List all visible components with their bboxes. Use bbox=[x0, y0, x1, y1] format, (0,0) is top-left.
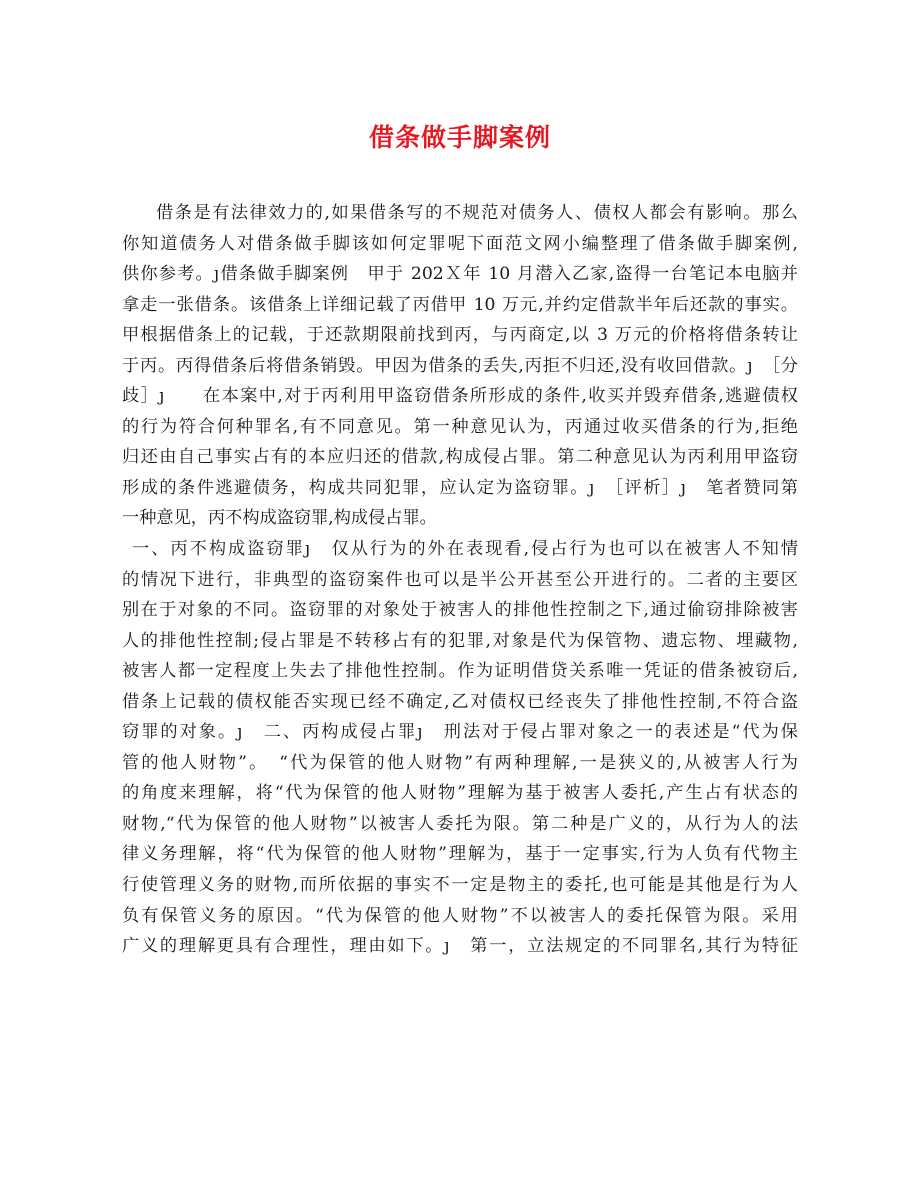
text-line: 拿走一张借条。该借条上详细记载了丙借甲 10 万元,并约定借款半年后还款的事实。 bbox=[122, 294, 798, 315]
document-title: 借条做手脚案例 bbox=[368, 123, 551, 152]
text-line: 的角度来理解，将“代为保管的他人财物”理解为基于被害人委托,产生占有状态的 bbox=[122, 783, 798, 804]
text-line: 形成的条件逃避债务，构成共同犯罪，应认定为盗窃罪。ȷ ［评析］ȷ 笔者赞同第 bbox=[122, 477, 798, 498]
text-line: 一、丙不构成盗窃罪ȷ 仅从行为的外在表现看,侵占行为也可以在被害人不知情 bbox=[132, 539, 798, 560]
text-line: 甲根据借条上的记载，于还款期限前找到丙，与丙商定,以 3 万元的价格将借条转让 bbox=[122, 325, 798, 346]
text-line: 的情况下进行，非典型的盗窃案件也可以是半公开甚至公开进行的。二者的主要区 bbox=[122, 569, 798, 590]
paragraph-mark: ȷ bbox=[159, 386, 165, 407]
paragraph-mark: ȷ bbox=[588, 477, 595, 498]
text-line: 的行为符合何种罪名,有不同意见。第一种意见认为，丙通过收买借条的行为,拒绝 bbox=[122, 416, 798, 437]
text-line: 律义务理解，将“代为保管的他人财物”理解为，基于一定事实,行为人负有代物主 bbox=[122, 844, 798, 865]
text-line: 供你参考。ȷ借条做手脚案例 甲于 202Ｘ年 10 月潜入乙家,盗得一台笔记本电脑并 bbox=[122, 264, 798, 285]
paragraph-mark: ȷ bbox=[747, 355, 753, 376]
text-line: 被害人都一定程度上失去了排他性控制。作为证明借贷关系唯一凭证的借条被窃后, bbox=[122, 661, 798, 682]
text-line: 歧］ȷ 在本案中,对于丙利用甲盗窃借条所形成的条件,收买并毁弃借条,逃避债权 bbox=[122, 386, 798, 407]
text-line: 借条是有法律效力的,如果借条写的不规范对债务人、债权人都会有影响。那么 bbox=[156, 203, 798, 223]
text-line: 广义的理解更具有合理性，理由如下。ȷ 第一，立法规定的不同罪名,其行为特征 bbox=[122, 936, 798, 957]
text-line: 人的排他性控制;侵占罪是不转移占有的犯罪,对象是代为保管物、遗忘物、埋藏物, bbox=[122, 630, 798, 651]
text-line: 归还由自己事实占有的本应归还的借款,构成侵占罪。第二种意见认为丙利用甲盗窃 bbox=[122, 447, 798, 468]
text-line: 别在于对象的不同。盗窃罪的对象处于被害人的排他性控制之下,通过偷窃排除被害 bbox=[122, 600, 798, 621]
text-line: 窃罪的对象。ȷ 二、丙构成侵占罪ȷ 刑法对于侵占罪对象之一的表述是“代为保 bbox=[122, 722, 798, 743]
text-line: 负有保管义务的原因。“代为保管的他人财物”不以被害人的委托保管为限。采用 bbox=[122, 905, 798, 926]
paragraph-mark: ȷ bbox=[213, 264, 220, 285]
text-line: 行使管理义务的财物,而所依据的事实不一定是物主的委托,也可能是其他是行为人 bbox=[122, 875, 798, 896]
document-body bbox=[122, 198, 798, 962]
text-line: 一种意见，丙不构成盗窃罪,构成侵占罪。 bbox=[122, 508, 437, 529]
paragraph-mark: ȷ bbox=[417, 722, 423, 743]
paragraph-mark: ȷ bbox=[237, 722, 243, 743]
paragraph-mark: ȷ bbox=[304, 539, 311, 560]
paragraph-mark: ȷ bbox=[680, 477, 686, 498]
text-line: 财物,“代为保管的他人财物”以被害人委托为限。第二种是广义的，从行为人的法 bbox=[122, 813, 798, 834]
text-line: 管的他人财物”。 “代为保管的他人财物”有两种理解,一是狭义的,从被害人行为 bbox=[122, 752, 798, 773]
paragraph-mark: ȷ bbox=[444, 936, 450, 957]
text-line: 借条上记载的债权能否实现已经不确定,乙对债权已经丧失了排他性控制,不符合盗 bbox=[122, 691, 798, 712]
text-line: 你知道债务人对借条做手脚该如何定罪呢下面范文网小编整理了借条做手脚案例, bbox=[122, 233, 798, 254]
text-line: 于丙。丙得借条后将借条销毁。甲因为借条的丢失,丙拒不归还,没有收回借款。ȷ ［分 bbox=[122, 355, 798, 376]
